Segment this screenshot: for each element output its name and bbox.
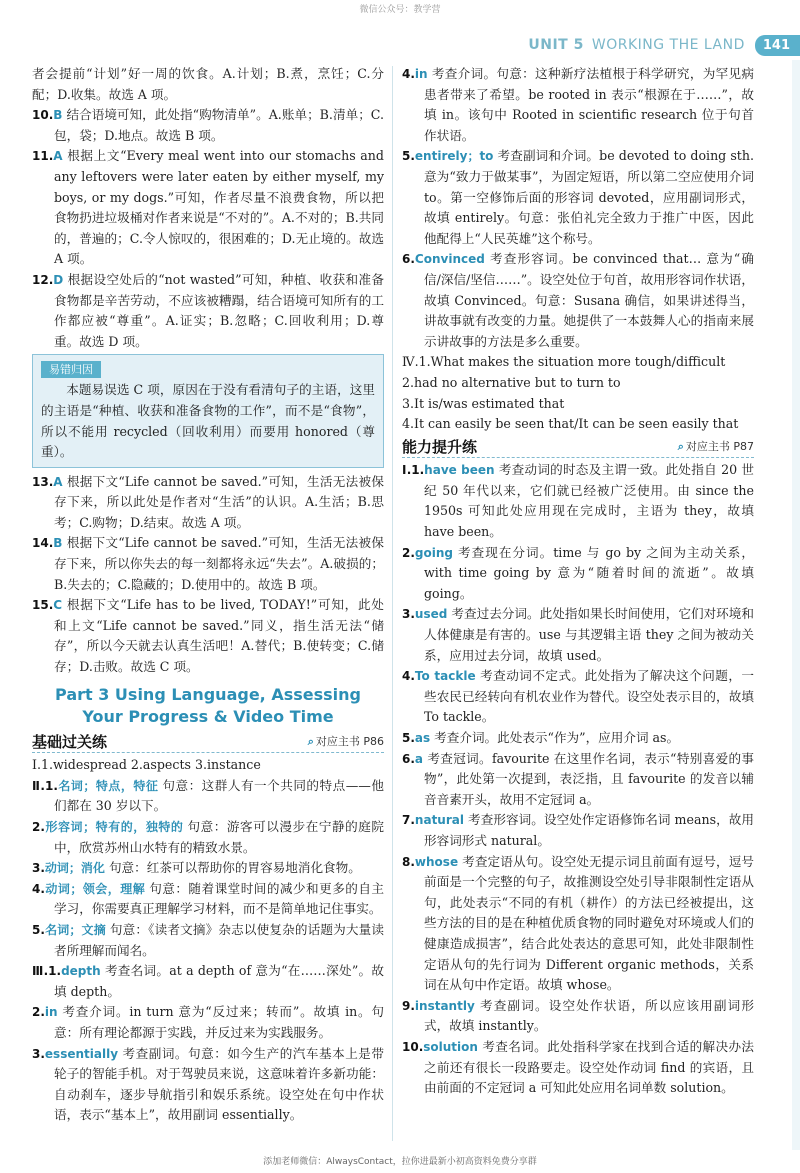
item-answer: Convinced	[414, 252, 485, 267]
part-title	[32, 684, 384, 728]
item-number: 10.	[32, 108, 54, 123]
item-explanation: 根据设空处后的“not wasted”可知，种植、收获和准备食物都是辛苦劳动，不应该被糟蹋，结合语境可知所有的工作都应被“尊重”。A.证实；B.忽略；C.回收利用；D.尊重。故选 D 项。	[54, 271, 384, 349]
item-explanation: 考查介词。句意：这种新疗法植根于科学研究，为罕见病患者带来了希望。be rooted in 表示“根源在于……”，故填 in。该句中 Rooted in scientific research 位于句首作状语。	[424, 66, 754, 143]
section-2-answers	[32, 776, 384, 961]
item-explanation: 根据下文“Life cannot be saved.”可知，生活无法被保存下来，所以你失去的每一刻都将永远“失去”。A.破损的；B.失去的；C.隐藏的；D.使用中的。故选 B 项。	[54, 535, 384, 592]
side-strip	[792, 60, 800, 1150]
basic-section-ref	[308, 732, 384, 753]
column-divider	[392, 66, 393, 1141]
basic-section-header	[32, 732, 384, 754]
item-explanation: 考查形容词。be convinced that… 意为“确信/深信/坚信……”。设空处位于句首，故用形容词作状语，故填 Convinced。句意：Susana 确信，如果讲述得当，讲故事就有改变的力量。她提供了一本鼓舞人心的指南来展示讲故事的方法是多么重要。	[424, 251, 754, 349]
basic-section-ref-text: 对应主书 P86	[315, 734, 384, 748]
item-number: 5.	[402, 149, 415, 164]
page-header	[528, 32, 800, 58]
item-answer: going	[414, 545, 454, 560]
answer-item	[32, 146, 384, 270]
item-explanation: 结合语境可知，此处指“购物清单”。A.账单；B.清单；C.包，袋；D.地点。故选 B 项。	[54, 107, 384, 143]
section-4-line: 2.had no alternative but to turn to	[402, 374, 621, 390]
answer-item	[32, 472, 384, 534]
item-number: 7.	[402, 813, 415, 828]
item-number: 4.	[402, 669, 415, 684]
item-answer: used	[414, 607, 448, 622]
left-column	[32, 64, 384, 1126]
right-items-b	[402, 460, 754, 1098]
item-explanation: 考查冠词。favourite 在这里作名词，表示“特别喜爱的事物”，此处第一次提到，表泛指，且 favourite 的发音以辅音音素开头，故用不定冠词 a。	[424, 750, 754, 807]
answer-item	[32, 105, 384, 146]
item-answer: whose	[414, 854, 459, 869]
item-number: 6.	[402, 252, 415, 267]
page-number: 141	[755, 35, 800, 56]
item-number: 2.	[402, 545, 415, 560]
advanced-section-title: 能力提升练	[402, 437, 478, 456]
left-items-b	[32, 472, 384, 678]
item-explanation: 考查定语从句。设空处无提示词且前面有逗号，逗号前面是一个完整的句子，故推测设空处引导非限制性定语从句，此处表示“不同的有机（耕作）的方法已经被提出，这些方法的目的是在种植优质食物的同时避免对环境或人们的健康造成损害”，结合此处表达的意思可知，此处非限制性定语从句的先行词为 Different organic methods，关系词在从句中作定语。故填 whose。	[424, 853, 754, 993]
item-number: 9.	[402, 998, 415, 1013]
item-number: Ⅰ.1.	[402, 463, 425, 478]
item-explanation: 考查名词。at a depth of 意为“在……深处”。故填 depth。	[54, 963, 384, 999]
answer-item	[402, 728, 754, 749]
item-answer: in	[414, 67, 428, 81]
answer-item	[32, 879, 384, 920]
magnifier-icon: ⌕	[677, 439, 684, 453]
bottom-watermark: 添加老师微信：AlwaysContact，拉你进最新小初高资料免费分享群	[263, 1157, 537, 1167]
item-explanation: 句意：随着课堂时间的减少和更多的自主学习，你需要真正理解学习材料，而不是简单地记住事实。	[54, 880, 384, 917]
item-answer: 名词；特点，特征	[57, 778, 159, 793]
item-number: 14.	[32, 536, 54, 551]
section-4-line: 3.It is/was estimated that	[402, 395, 565, 411]
answer-item	[402, 996, 754, 1037]
section-1-answers: Ⅰ.1.widespread 2.aspects 3.instance	[32, 757, 261, 773]
item-answer: 动词；消化	[44, 861, 105, 876]
item-number: 3.	[32, 1046, 45, 1061]
item-number: 2.	[32, 1005, 45, 1020]
magnifier-icon: ⌕	[307, 734, 314, 748]
item-answer: have been	[424, 463, 495, 478]
item-explanation: 句意：《读者文摘》杂志以使复杂的话题为大量读者所理解而闻名。	[54, 921, 384, 958]
answer-item	[32, 1044, 384, 1126]
basic-section-title: 基础过关练	[32, 732, 108, 751]
answer-item	[402, 64, 754, 146]
answer-item	[32, 776, 384, 817]
item-answer: B	[53, 108, 63, 123]
item-number: 11.	[32, 149, 54, 164]
item-explanation: 句意：红茶可以帮助你的胃容易地消化食物。	[108, 860, 361, 876]
right-column	[402, 64, 754, 1099]
answer-item	[32, 817, 384, 858]
continued-text: 者会提前“计划”好一周的饮食。A.计划；B.煮，烹饪；C.分配；D.收集。故选 A 项。	[32, 66, 384, 102]
answer-item	[32, 595, 384, 677]
item-number: Ⅱ.1.	[32, 778, 58, 793]
part-title-line2: Your Progress & Video Time	[82, 706, 334, 726]
item-explanation: 考查副词。句意：如今生产的汽车基本上是带轮子的智能手机。对于驾驶员来说，这意味着许多新功能：自动刹车，逐步导航指引和娱乐系统。设空处在句中作状语，表示“基本上”，故用副词 essentially。	[54, 1045, 384, 1123]
item-number: 12.	[32, 272, 54, 287]
answer-item	[402, 852, 754, 996]
item-answer: B	[53, 536, 63, 551]
unit-topic: WORKING THE LAND	[591, 37, 745, 53]
item-number: 5.	[32, 922, 45, 937]
item-explanation: 考查动词不定式。此处指为了解决这个问题，一些农民已经转向有机农业作为替代。设空处表示目的，故填 To tackle。	[424, 668, 754, 725]
item-answer: To tackle	[414, 669, 476, 684]
item-number: 5.	[402, 731, 415, 745]
item-number: Ⅲ.1.	[32, 964, 62, 979]
item-number: 15.	[32, 598, 54, 613]
item-number: 13.	[32, 474, 54, 489]
item-explanation: 考查副词。设空处作状语，所以应该用副词形式，故填 instantly。	[424, 997, 754, 1034]
answer-item	[402, 810, 754, 851]
answer-item	[402, 249, 754, 352]
item-number: 3.	[32, 861, 45, 876]
item-answer: a	[414, 751, 424, 766]
item-explanation: 考查现在分词。time 与 go by 之间为主动关系，with time going by 意为“随着时间的流逝”。故填 going。	[424, 544, 754, 601]
advanced-section-ref-text: 对应主书 P87	[685, 439, 754, 453]
error-analysis-tag: 易错归因	[41, 361, 101, 378]
answer-item	[402, 604, 754, 666]
section-4-line: Ⅳ.1.What makes the situation more tough/difficult	[402, 354, 726, 370]
item-answer: 名词；文摘	[44, 922, 106, 937]
section-3-answers	[32, 961, 384, 1126]
item-explanation: 根据上文“Every meal went into our stomachs and any leftovers were later eaten by either myself, my boys, or my dogs.”可知，作者尽量不浪费食物，所以把食物扔进垃圾桶对作者来说是“不对的”。A.不对的；B.共同的，普遍的；C.令人惊叹的，很困难的；D.无止境的。故选 A 项。	[54, 148, 384, 267]
section-4-answers	[402, 352, 754, 434]
answer-item	[32, 270, 384, 352]
item-explanation: 考查动词的时态及主谓一致。此处指自 20 世纪 50 年代以来，它们就已经被广泛使用。由 since the 1950s 可知此处应用现在完成时，主语为 they，故填 have been。	[424, 462, 754, 540]
answer-item	[32, 533, 384, 595]
item-answer: depth	[61, 964, 101, 979]
item-number: 3.	[402, 607, 415, 622]
item-explanation: 根据下文“Life has to be lived, TODAY!”可知，此处和上文“Life cannot be saved.”同义，指生活无法“储存”，所以今天就去认真生活吧！A.替代；B.使转变；C.储存；D.击败。故选 C 项。	[54, 597, 384, 675]
item-explanation: 考查形容词。设空处作定语修饰名词 means，故用形容词形式 natural。	[424, 812, 754, 848]
item-explanation: 考查名词。此处指科学家在找到合适的解决办法之前还有很长一段路要走。设空处作动词 find 的宾语，且由前面的不定冠词 a 可知此处应用名词单数 solution。	[424, 1038, 754, 1096]
answer-item	[402, 666, 754, 728]
item-number: 10.	[402, 1039, 424, 1054]
answer-item	[32, 920, 384, 961]
answer-item	[402, 1037, 754, 1099]
item-explanation: 根据下文“Life cannot be saved.”可知，生活无法被保存下来，所以此处是作者对“生活”的认识。A.生活；B.思考；C.购物；D.结束。故选 A 项。	[54, 473, 384, 530]
item-answer: in	[44, 1005, 58, 1020]
item-number: 4.	[32, 881, 45, 896]
answer-item	[32, 1002, 384, 1043]
item-number: 4.	[402, 67, 415, 81]
item-explanation: 考查介词。此处表示“作为”，应用介词 as。	[434, 730, 680, 745]
error-analysis-text: 本题易误选 C 项，原因在于没有看清句子的主语，这里的主语是“种植、收获和准备食物的工作”，而不是“食物”，所以不能用 recycled（回收利用）而要用 honored（尊重）。	[41, 382, 375, 460]
right-items-a	[402, 64, 754, 352]
item-explanation: 句意：游客可以漫步在宁静的庭院中，欣赏苏州山水特有的精致水景。	[54, 819, 384, 855]
unit-label: UNIT 5	[528, 37, 584, 53]
item-answer: 动词；领会，理解	[44, 881, 146, 896]
item-answer: solution	[423, 1039, 478, 1054]
item-number: 2.	[32, 820, 45, 834]
error-analysis-box	[32, 354, 384, 467]
answer-item	[402, 460, 754, 542]
advanced-section-header	[402, 437, 754, 459]
item-answer: 形容词；特有的，独特的	[44, 820, 184, 834]
item-answer: as	[414, 731, 431, 745]
item-answer: C	[53, 598, 63, 613]
item-explanation: 考查副词和介词。be devoted to doing sth.意为“致力于做某事”，为固定短语，所以第二空应使用介词 to。第一空修饰后面的形容词 devoted，应用副词形式，故填 entirely。句意：张伯礼完全致力于推广中医，因此他配得上“人民英雄”这个称号。	[424, 148, 754, 246]
answer-item	[402, 146, 754, 249]
section-4-line: 4.It can easily be seen that/It can be seen easily that	[402, 416, 739, 432]
answer-item	[32, 858, 384, 879]
answer-item	[32, 961, 384, 1002]
part-title-line1: Part 3 Using Language, Assessing	[55, 684, 361, 704]
item-answer: natural	[414, 813, 464, 828]
item-explanation: 考查介词。in turn 意为“反过来；转而”。故填 in。句意：所有理论都源于实践，并反过来为实践服务。	[54, 1004, 384, 1040]
answer-item	[402, 749, 754, 811]
item-answer: instantly	[414, 998, 475, 1013]
item-answer: D	[53, 272, 64, 287]
item-answer: entirely；to	[414, 149, 494, 164]
left-items-a	[32, 105, 384, 352]
item-answer: A	[53, 474, 63, 489]
item-answer: A	[53, 149, 63, 164]
item-explanation: 句意：这群人有一个共同的特点——他们都在 30 岁以下。	[54, 777, 384, 814]
item-explanation: 考查过去分词。此处指如果长时间使用，它们对环境和人体健康是有害的。use 与其逻辑主语 they 之间为被动关系，应用过去分词，故填 used。	[424, 606, 754, 663]
item-number: 8.	[402, 854, 415, 869]
top-watermark: 微信公众号：教学营	[359, 5, 441, 15]
advanced-section-ref	[678, 437, 754, 458]
item-answer: essentially	[44, 1046, 119, 1061]
answer-item	[402, 543, 754, 605]
item-number: 6.	[402, 751, 415, 766]
